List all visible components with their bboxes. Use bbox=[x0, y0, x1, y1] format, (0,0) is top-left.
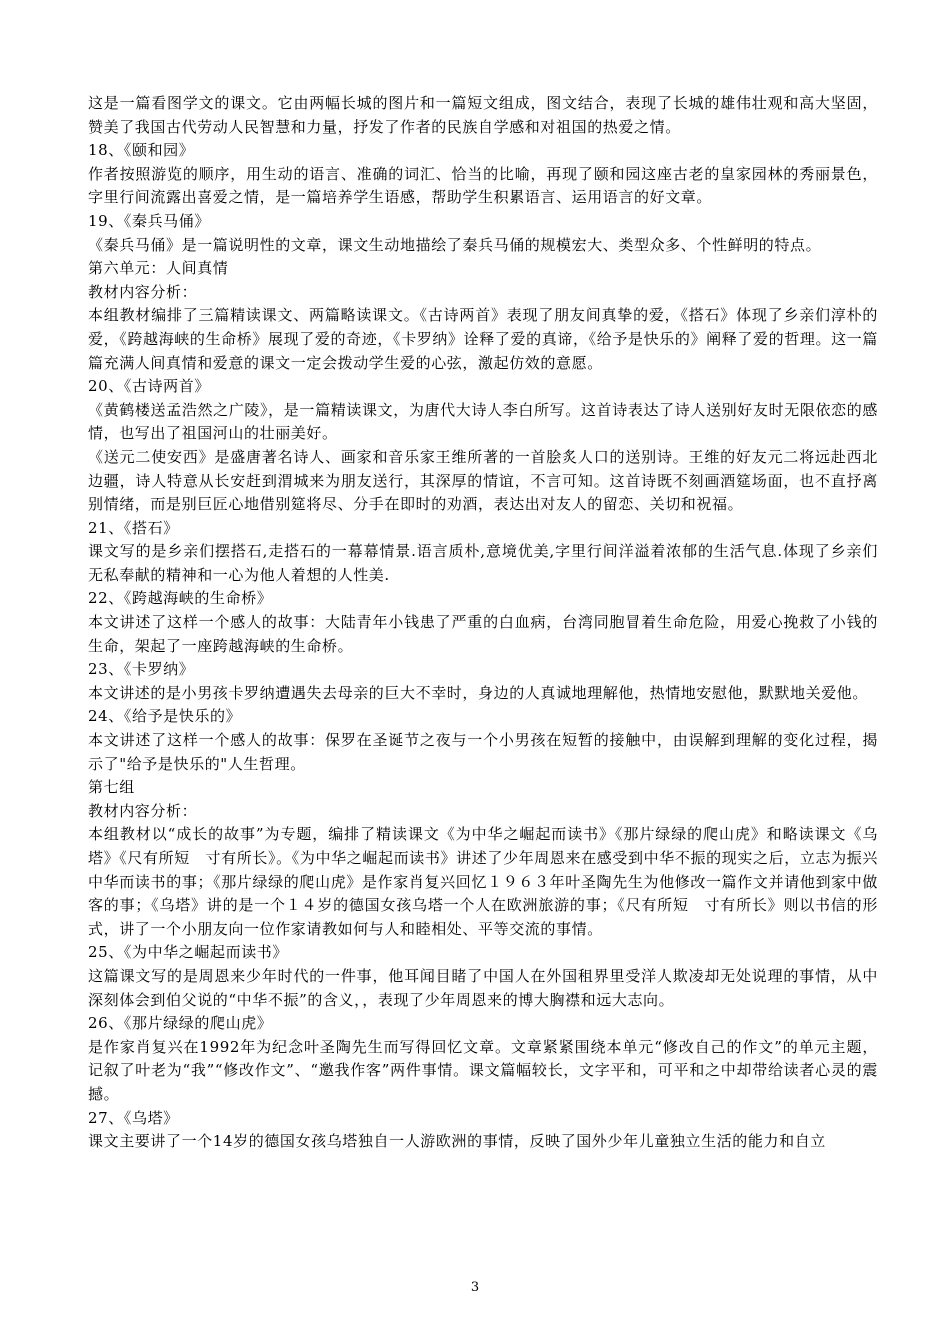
paragraph: 《黄鹤楼送孟浩然之广陵》，是一篇精读课文，为唐代大诗人李白所写。这首诗表达了诗人送别好友时无限依恋的感情，也写出了祖国河山的壮丽美好。 bbox=[88, 400, 878, 443]
paragraph: 课文主要讲了一个14岁的德国女孩乌塔独自一人游欧洲的事情，反映了国外少年儿童独立生活的能力和自立 bbox=[88, 1132, 826, 1151]
section-heading: 21、《搭石》 bbox=[88, 518, 179, 537]
paragraph: 《送元二使安西》是盛唐著名诗人、画家和音乐家王维所著的一首脍炙人口的送别诗。王维的好友元二将远赴西北边疆，诗人特意从长安赶到渭城来为朋友送行，其深厚的情谊，不言可知。这首诗既不刻画酒筵场面，也不直抒离别情绪，而是别巨匠心地借别筵将尽、分手在即时的劝酒，表达出对友人的留恋、关切和祝福。 bbox=[88, 447, 878, 514]
paragraph: 本文讲述了这样一个感人的故事：大陆青年小钱患了严重的白血病，台湾同胞冒着生命危险，用爱心挽救了小钱的生命，架起了一座跨越海峡的生命桥。 bbox=[88, 613, 878, 655]
paragraph: 本文讲述的是小男孩卡罗纳遭遇失去母亲的巨大不幸时，身边的人真诚地理解他，热情地安慰他，默默地关爱他。 bbox=[88, 683, 869, 702]
analysis-heading: 教材内容分析： bbox=[88, 801, 198, 820]
page-number: 3 bbox=[470, 1280, 480, 1295]
paragraph: 本组教材编排了三篇精读课文、两篇略读课文。《古诗两首》表现了朋友间真挚的爱，《搭石》体现了乡亲们淳朴的爱，《跨越海峡的生命桥》展现了爱的奇迹，《卡罗纳》诠释了爱的真谛，《给予是快乐的》阐释了爱的哲理。这一篇篇充满人间真情和爱意的课文一定会拨动学生爱的心弦，激起仿效的意愿。 bbox=[88, 306, 878, 372]
section-heading: 19、《秦兵马俑》 bbox=[88, 211, 210, 230]
paragraph: 《秦兵马俑》是一篇说明性的文章，课文生动地描绘了秦兵马俑的规模宏大、类型众多、个性鲜明的特点。 bbox=[88, 235, 822, 254]
section-heading: 23、《卡罗纳》 bbox=[88, 660, 195, 679]
section-heading: 24、《给予是快乐的》 bbox=[88, 707, 242, 726]
unit-heading: 第六单元：人间真情 bbox=[88, 259, 229, 278]
section-heading: 22、《跨越海峡的生命桥》 bbox=[88, 589, 273, 608]
document-body bbox=[88, 92, 878, 1154]
paragraph: 这篇课文写的是周恩来少年时代的一件事，他耳闻目睹了中国人在外国租界里受洋人欺凌却无处说理的事情，从中深刻体会到伯父说的“中华不振”的含义，，表现了少年周恩来的博大胸襟和远大志向。 bbox=[88, 966, 878, 1009]
paragraph: 作者按照游览的顺序，用生动的语言、准确的词汇、恰当的比喻，再现了颐和园这座古老的皇家园林的秀丽景色，字里行间流露出喜爱之情，是一篇培养学生语感，帮助学生积累语言、运用语言的好文章。 bbox=[88, 164, 878, 207]
section-heading: 25、《为中华之崛起而读书》 bbox=[88, 943, 288, 962]
paragraph: 是作家肖复兴在1992年为纪念叶圣陶先生而写得回忆文章。文章紧紧围绕本单元“修改自己的作文”的单元主题，记叙了叶老为“我”“修改作文”、“邀我作客”两件事情。课文篇幅较长，文字平和，可平和之中却带给读者心灵的震撼。 bbox=[88, 1037, 878, 1103]
analysis-heading: 教材内容分析： bbox=[88, 282, 198, 301]
paragraph: 本组教材以“成长的故事”为专题，编排了精读课文《为中华之崛起而读书》《那片绿绿的爬山虎》和略读课文《乌塔》《尺有所短 寸有所长》。《为中华之崛起而读书》讲述了少年周恩来在感受到中华不振的现实之后，立志为振兴中华而读书的事；《那片绿绿的爬山虎》是作家肖复兴回忆１９６３年叶圣陶先生为他修改一篇作文并请他到家中做客的事；《乌塔》讲的是一个１４岁的德国女孩乌塔一个人在欧洲旅游的事；《尺有所短 寸有所长》则以书信的形式，讲了一个小朋友向一位作家请教如何与人和睦相处、平等交流的事情。 bbox=[88, 825, 878, 938]
section-heading: 20、《古诗两首》 bbox=[88, 377, 210, 396]
unit-heading: 第七组 bbox=[88, 778, 135, 797]
paragraph: 课文写的是乡亲们摆搭石,走搭石的一幕幕情景.语言质朴,意境优美,字里行间洋溢着浓郁的生活气息.体现了乡亲们无私奉献的精神和一心为他人着想的人性美. bbox=[88, 542, 878, 584]
section-heading: 18、《颐和园》 bbox=[88, 141, 195, 160]
section-heading: 26、《那片绿绿的爬山虎》 bbox=[88, 1014, 273, 1033]
section-heading: 27、《乌塔》 bbox=[88, 1108, 179, 1127]
paragraph: 这是一篇看图学文的课文。它由两幅长城的图片和一篇短文组成，图文结合，表现了长城的雄伟壮观和高大坚固，赞美了我国古代劳动人民智慧和力量，抒发了作者的民族自学感和对祖国的热爱之情。 bbox=[88, 94, 878, 136]
paragraph: 本文讲述了这样一个感人的故事：保罗在圣诞节之夜与一个小男孩在短暂的接触中，由误解到理解的变化过程，揭示了"给予是快乐的"人生哲理。 bbox=[88, 731, 878, 773]
